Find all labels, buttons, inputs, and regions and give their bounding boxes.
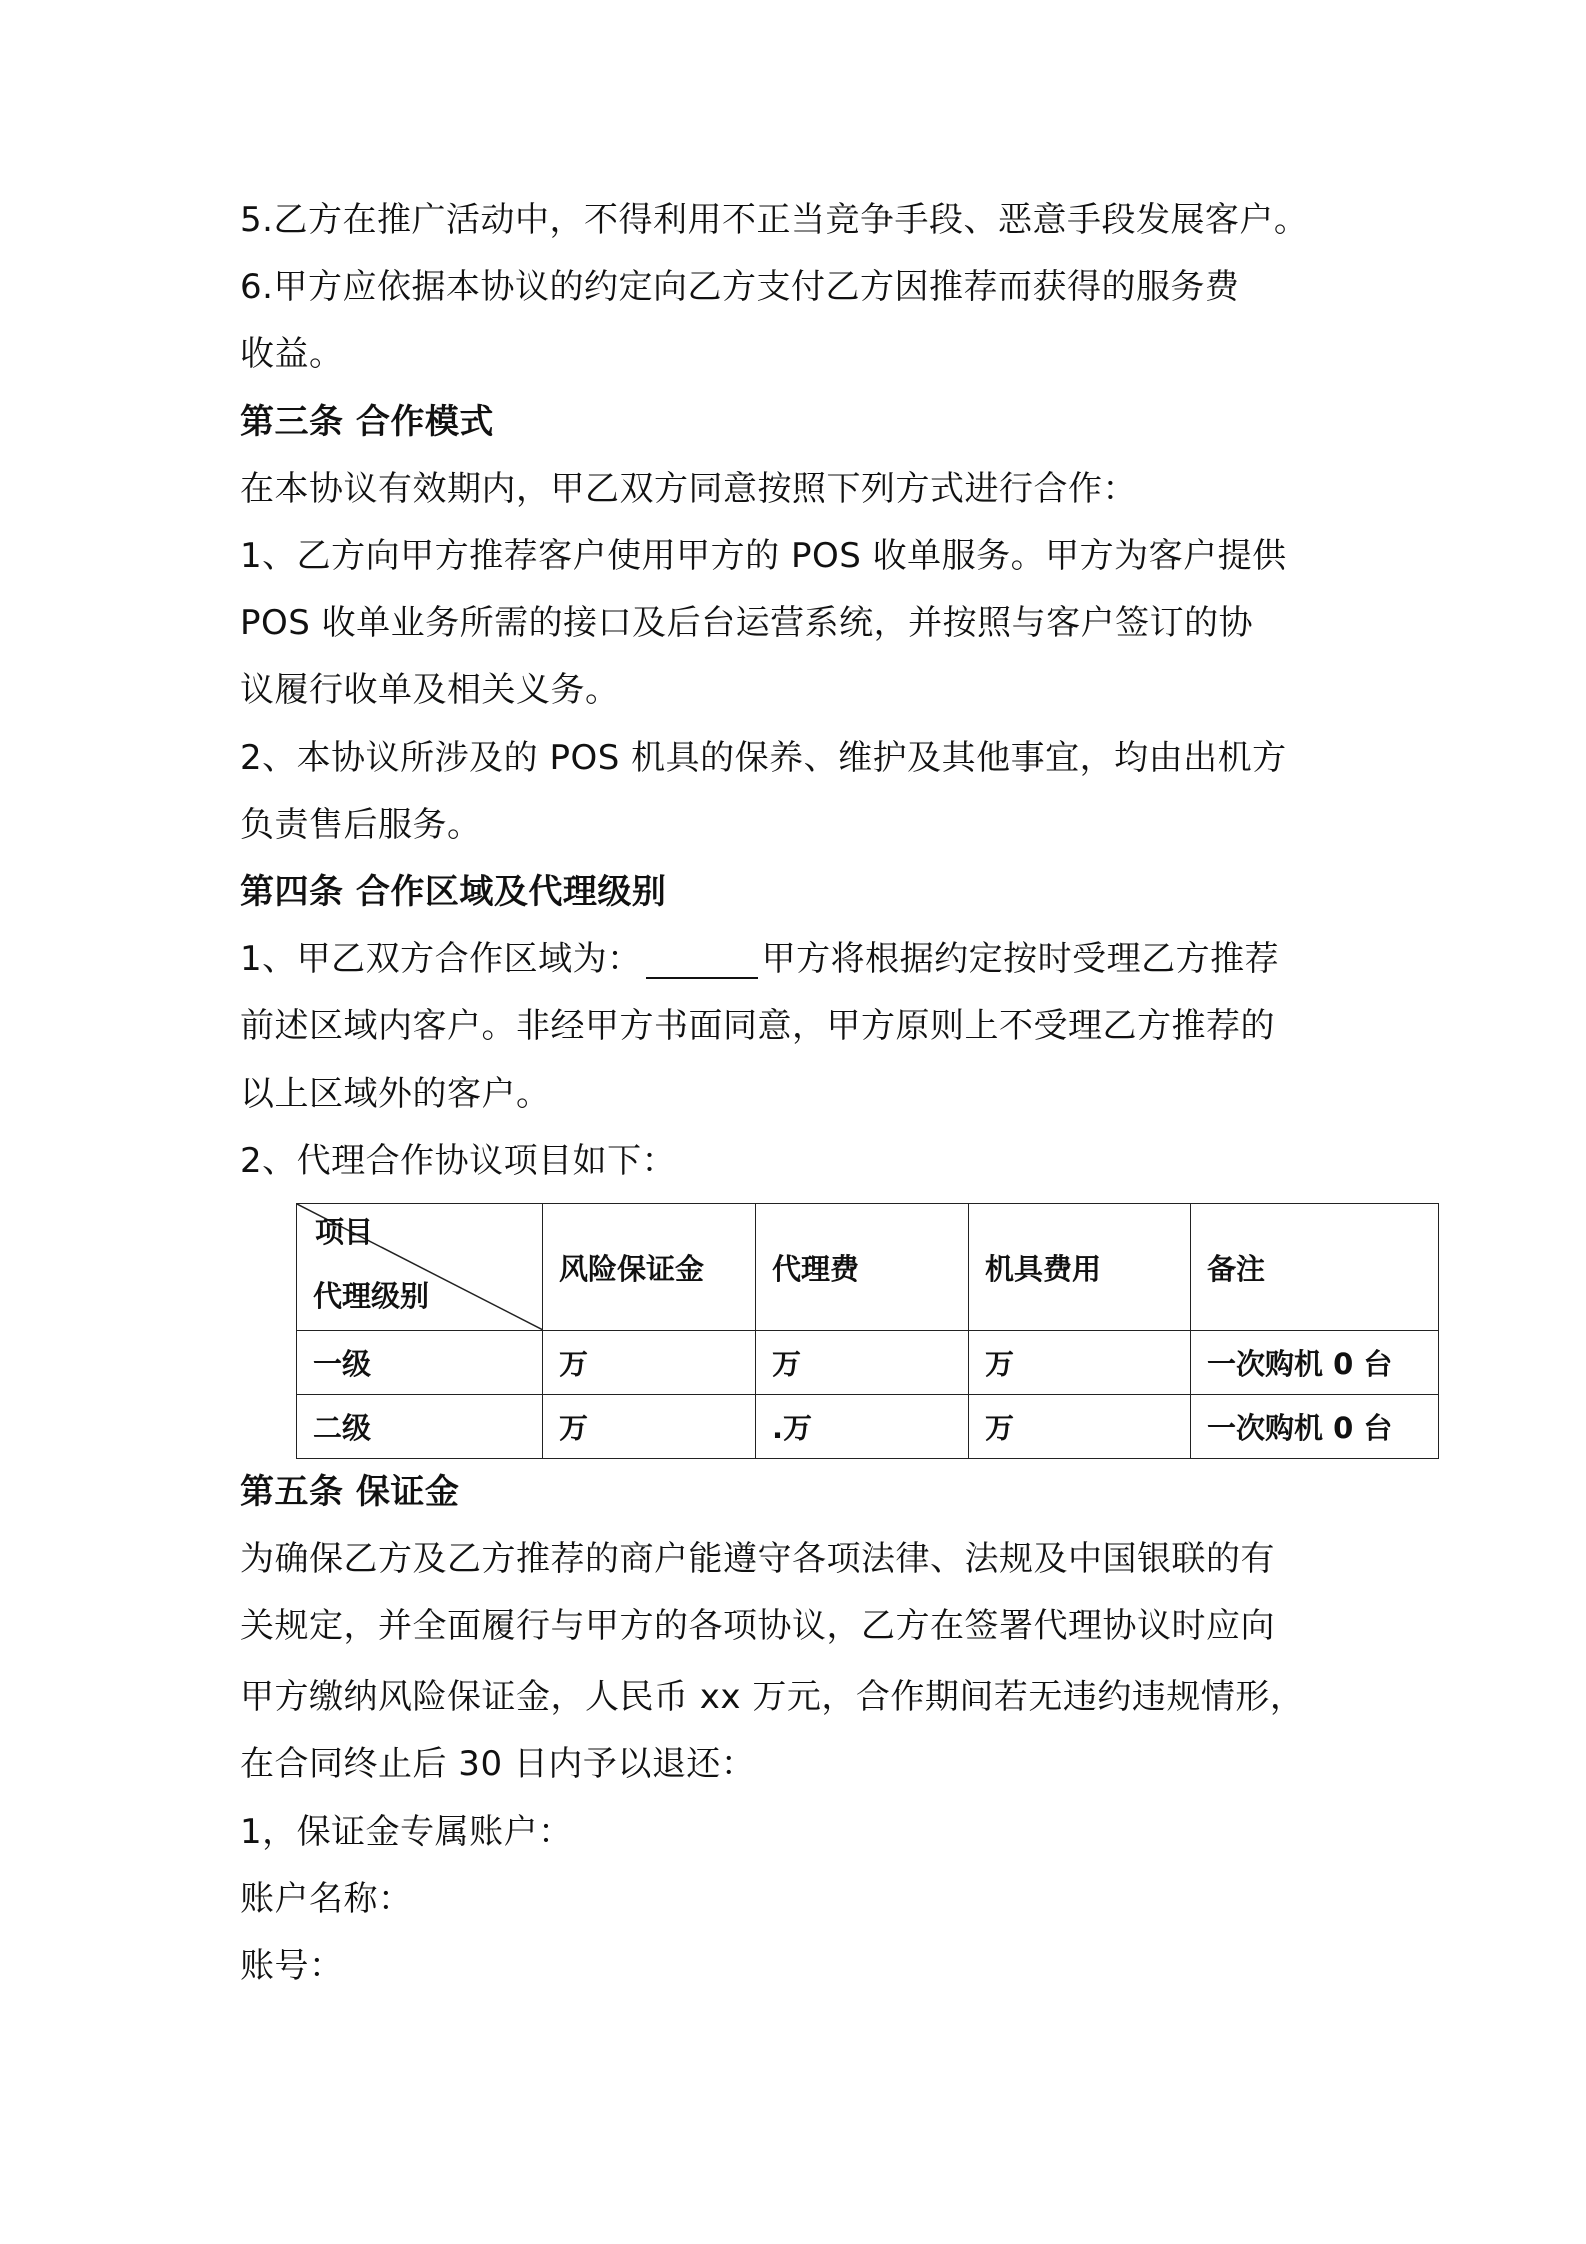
section-heading-4: 第四条 合作区域及代理级别 (240, 872, 667, 912)
corner-label-item: 项目 (315, 1215, 374, 1249)
section-heading-3: 第三条 合作模式 (240, 402, 494, 442)
paragraph: 在合同终止后 30 日内予以退还： (240, 1744, 756, 1784)
paragraph: 6.甲方应依据本协议的约定向乙方支付乙方因推荐而获得的服务费 (240, 267, 1240, 307)
section-heading-5: 第五条 保证金 (240, 1472, 460, 1512)
paragraph: 5.乙方在推广活动中，不得利用不正当竞争手段、恶意手段发展客户。 (240, 200, 1309, 240)
table-cell: 万 (969, 1395, 1191, 1459)
table-header-cell: 风险保证金 (543, 1204, 756, 1331)
table-cell: 万 (969, 1331, 1191, 1395)
paragraph: 2、本协议所涉及的 POS 机具的保养、维护及其他事宜，均由出机方 (240, 738, 1287, 778)
paragraph-with-blank (240, 939, 1279, 979)
account-number-label: 账号： (240, 1946, 344, 1986)
table-row (297, 1395, 1439, 1459)
table-header-cell: 备注 (1191, 1204, 1439, 1331)
paragraph: 以上区域外的客户。 (240, 1074, 551, 1114)
table-cell: 万 (756, 1331, 969, 1395)
blank-field (646, 941, 758, 979)
paragraph: 在本协议有效期内，甲乙双方同意按照下列方式进行合作： (240, 469, 1137, 509)
table-header-row (297, 1204, 1439, 1331)
paragraph: 关规定，并全面履行与甲方的各项协议，乙方在签署代理协议时应向 (240, 1606, 1275, 1646)
table-cell: 一次购机 0 台 (1191, 1395, 1439, 1459)
table-cell: 万 (543, 1395, 756, 1459)
paragraph: 前述区域内客户。非经甲方书面同意，甲方原则上不受理乙方推荐的 (240, 1006, 1275, 1046)
table-row (297, 1331, 1439, 1395)
paragraph-part: 1、甲乙双方合作区域为： (240, 939, 642, 979)
paragraph: 1、乙方向甲方推荐客户使用甲方的 POS 收单服务。甲方为客户提供 (240, 536, 1287, 576)
agency-level-table (296, 1203, 1439, 1459)
paragraph: 为确保乙方及乙方推荐的商户能遵守各项法律、法规及中国银联的有 (240, 1539, 1275, 1579)
account-name-label: 账户名称： (240, 1879, 413, 1919)
paragraph: 负责售后服务。 (240, 805, 482, 845)
paragraph: 议履行收单及相关义务。 (240, 670, 620, 710)
table-cell: 一级 (297, 1331, 543, 1395)
table-header-cell: 代理费 (756, 1204, 969, 1331)
table-cell: .万 (756, 1395, 969, 1459)
table-cell: 二级 (297, 1395, 543, 1459)
paragraph: 2、代理合作协议项目如下： (240, 1141, 677, 1181)
paragraph: POS 收单业务所需的接口及后台运营系统，并按照与客户签订的协 (240, 603, 1254, 643)
table-cell: 一次购机 0 台 (1191, 1331, 1439, 1395)
table-cell: 万 (543, 1331, 756, 1395)
table-header-cell: 机具费用 (969, 1204, 1191, 1331)
paragraph: 甲方缴纳风险保证金，人民币 xx 万元，合作期间若无违约违规情形， (240, 1677, 1305, 1717)
paragraph: 收益。 (240, 334, 344, 374)
paragraph-part: 甲方将根据约定按时受理乙方推荐 (761, 939, 1280, 979)
corner-label-level: 代理级别 (313, 1279, 430, 1313)
table-corner-cell (297, 1204, 543, 1331)
paragraph: 1，保证金专属账户： (240, 1812, 573, 1852)
